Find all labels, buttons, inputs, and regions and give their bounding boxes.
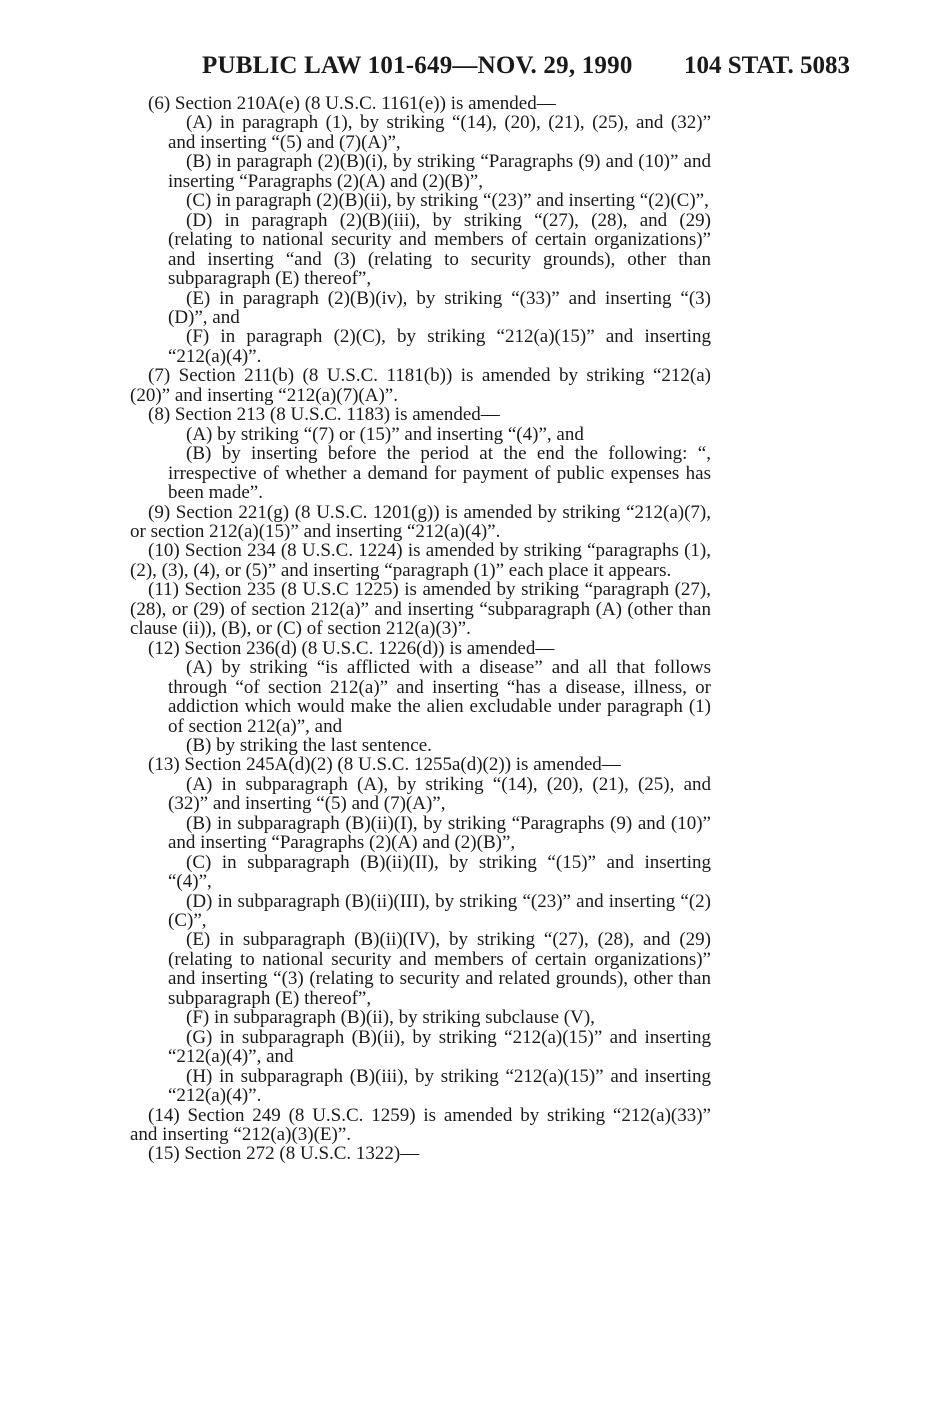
section-13-paragraph: (13) Section 245A(d)(2) (8 U.S.C. 1255a(d)(2)) is amended— — [148, 754, 621, 776]
statute-page-number: 104 STAT. 5083 — [684, 52, 850, 79]
section-8-clause-a: (A) by striking “(7) or (15)” and inserting “(4)”, and — [186, 423, 584, 445]
statute-body — [130, 94, 711, 1164]
law-citation-header: PUBLIC LAW 101-649—NOV. 29, 1990 — [202, 52, 633, 79]
section-13-clause-b: (B) in subparagraph (B)(ii)(I), by striking “Paragraphs (9) and (10)” and inserting “Paragraphs (2)(A) and (2)(B)”, — [168, 812, 711, 854]
section-15-paragraph: (15) Section 272 (8 U.S.C. 1322)— — [148, 1143, 420, 1165]
section-13-clause-d: (D) in subparagraph (B)(ii)(III), by striking “(23)” and inserting “(2)(C)”, — [168, 890, 711, 932]
section-8-clause-b: (B) by inserting before the period at the end the following: “, irrespective of whether a demand for payment of public expenses has been made”. — [168, 443, 711, 504]
section-12-paragraph: (12) Section 236(d) (8 U.S.C. 1226(d)) is amended— — [148, 637, 555, 659]
section-6-clause-c: (C) in paragraph (2)(B)(ii), by striking “(23)” and inserting “(2)(C)”, — [186, 190, 709, 212]
section-13-clause-h: (H) in subparagraph (B)(iii), by striking “212(a)(15)” and inserting “212(a)(4)”. — [168, 1065, 711, 1107]
section-7-paragraph: (7) Section 211(b) (8 U.S.C. 1181(b)) is amended by striking “212(a)(20)” and inserting “212(a)(7)(A)”. — [130, 365, 711, 406]
section-13-clause-g: (G) in subparagraph (B)(ii), by striking “212(a)(15)” and inserting “212(a)(4)”, and — [168, 1026, 711, 1068]
section-12-clause-a: (A) by striking “is afflicted with a disease” and all that follows through “of section 212(a)” and inserting “has a disease, illness, or addiction which would make the alien excludable under paragraph (1) of section 212(a)”, and — [168, 657, 711, 737]
section-14-paragraph: (14) Section 249 (8 U.S.C. 1259) is amended by striking “212(a)(33)” and inserting “212(a)(3)(E)”. — [130, 1104, 711, 1146]
section-11-paragraph: (11) Section 235 (8 U.S.C 1225) is amended by striking “paragraph (27), (28), or (29) of section 212(a)” and inserting “subparagraph (A) (other than clause (ii)), (B), or (C) of section 212(a)(3)”. — [130, 579, 711, 640]
page-header — [130, 52, 852, 82]
section-12-clause-b: (B) by striking the last sentence. — [186, 734, 432, 756]
section-10-paragraph: (10) Section 234 (8 U.S.C. 1224) is amended by striking “paragraphs (1), (2), (3), (4), or (5)” and inserting “paragraph (1)” each place it appears. — [130, 540, 711, 581]
section-13-clause-a: (A) in subparagraph (A), by striking “(14), (20), (21), (25), and (32)” and inserting “(5) and (7)(A)”, — [168, 773, 711, 815]
section-6-paragraph: (6) Section 210A(e) (8 U.S.C. 1161(e)) is amended— — [148, 93, 556, 114]
section-6-clause-a: (A) in paragraph (1), by striking “(14), (20), (21), (25), and (32)” and inserting “(5) and (7)(A)”, — [168, 112, 711, 153]
section-13-clause-e: (E) in subparagraph (B)(ii)(IV), by striking “(27), (28), and (29) (relating to national security and members of certain organizations)” and inserting “(3) (relating to security and related grounds), other than subparagraph (E) thereof”, — [168, 929, 711, 1009]
section-6-clause-e: (E) in paragraph (2)(B)(iv), by striking “(33)” and inserting “(3)(D)”, and — [168, 287, 711, 328]
section-13-clause-f: (F) in subparagraph (B)(ii), by striking subclause (V), — [186, 1007, 595, 1029]
section-8-paragraph: (8) Section 213 (8 U.S.C. 1183) is amended— — [148, 404, 500, 426]
section-6-clause-f: (F) in paragraph (2)(C), by striking “212(a)(15)” and inserting “212(a)(4)”. — [168, 326, 711, 367]
section-6-clause-b: (B) in paragraph (2)(B)(i), by striking “Paragraphs (9) and (10)” and inserting “Paragraphs (2)(A) and (2)(B)”, — [168, 151, 711, 192]
section-13-clause-c: (C) in subparagraph (B)(ii)(II), by striking “(15)” and inserting “(4)”, — [168, 851, 711, 893]
section-6-clause-d: (D) in paragraph (2)(B)(iii), by striking “(27), (28), and (29) (relating to national security and members of certain organizations)” and inserting “and (3) (relating to security grounds), other than subparagraph (E) thereof”, — [168, 209, 711, 290]
section-9-paragraph: (9) Section 221(g) (8 U.S.C. 1201(g)) is amended by striking “212(a)(7), or section 212(a)(15)” and inserting “212(a)(4)”. — [130, 501, 711, 542]
